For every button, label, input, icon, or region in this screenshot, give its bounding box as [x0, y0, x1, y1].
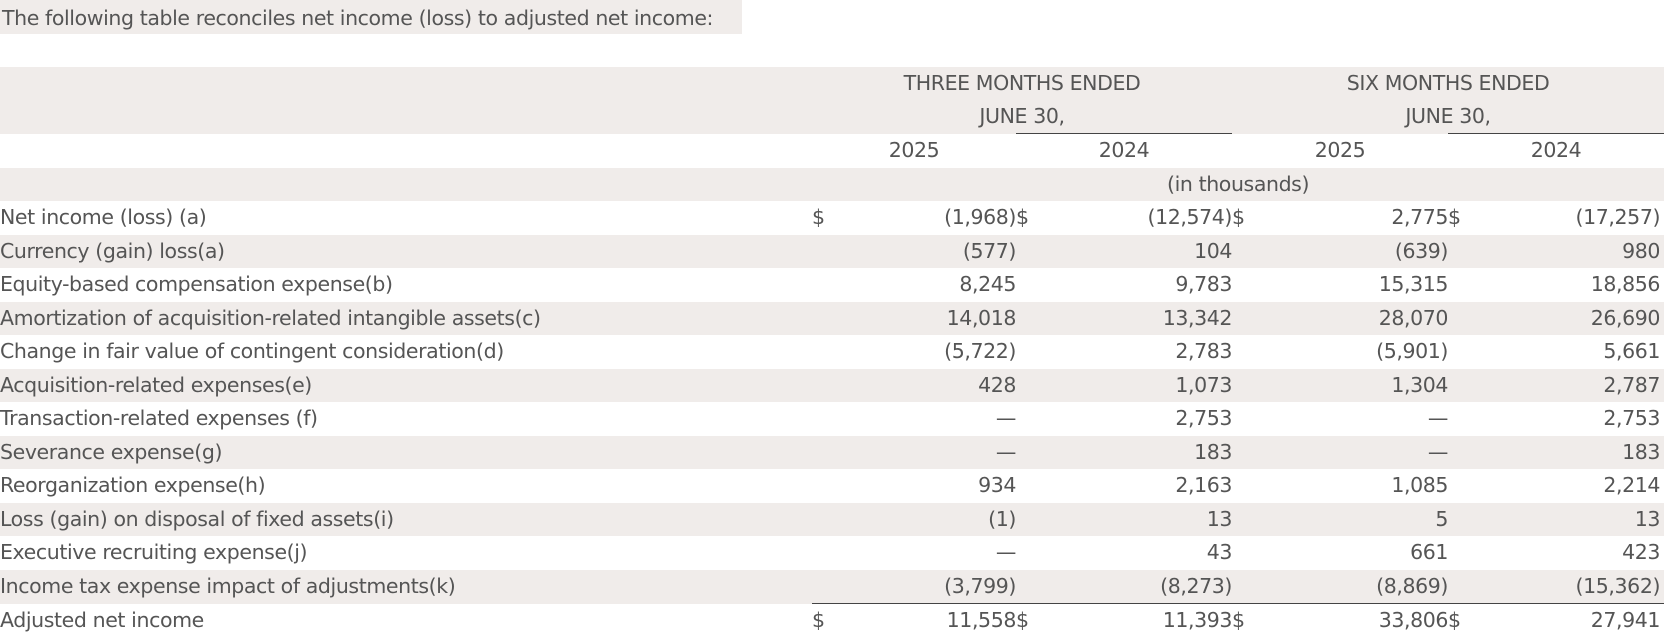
cell-six-2025: (8,869): [1264, 570, 1448, 604]
cell-six-2024: (17,257): [1575, 205, 1661, 230]
year-three-2025: 2025: [888, 138, 940, 162]
cell-six-2025: 28,070: [1264, 302, 1448, 336]
cell-six-2024: 5,661: [1603, 339, 1661, 364]
table-row: [0, 302, 1664, 336]
cell-three-2024: 2,783: [1175, 339, 1233, 364]
cell-three-2024: 104: [1048, 235, 1232, 269]
six-months-line1: SIX MONTHS ENDED: [1346, 71, 1550, 95]
cell-three-2025: 428: [844, 369, 1016, 403]
table-row: [0, 235, 1664, 269]
cell-six-2024: 2,787: [1480, 369, 1664, 403]
currency-symbol: $: [1232, 608, 1245, 633]
table-row: [0, 201, 1664, 235]
cell-six-2025: 1,304: [1264, 369, 1448, 403]
year-six-2025: 2025: [1314, 138, 1366, 162]
cell-three-2024: 183: [1048, 436, 1232, 470]
currency-symbol: $: [1448, 608, 1461, 633]
three-months-line1: THREE MONTHS ENDED: [903, 71, 1141, 95]
cell-three-2025: 934: [978, 473, 1016, 498]
three-months-header: [812, 67, 1232, 134]
year-three-2024: 2024: [1016, 134, 1232, 168]
cell-three-2024: 13: [1048, 503, 1232, 537]
cell-six-2024: 18,856: [1590, 272, 1661, 297]
intro-text: The following table reconciles net income (loss) to adjusted net income:: [0, 0, 742, 34]
table-row: [0, 570, 1664, 604]
cell-six-2024: 26,690: [1480, 302, 1664, 336]
row-label: Equity-based compensation expense(b): [0, 272, 393, 297]
row-label: Change in fair value of contingent consideration(d): [0, 339, 504, 364]
cell-six-2024: 423: [1622, 540, 1661, 565]
row-label: Adjusted net income: [0, 608, 204, 632]
cell-six-2025: (639): [1264, 235, 1448, 269]
table-row-total: [0, 604, 1664, 638]
currency-symbol: $: [1016, 205, 1029, 230]
cell-three-2024: 1,073: [1048, 369, 1232, 403]
cell-three-2024: 13,342: [1048, 302, 1232, 336]
cell-three-2025: (1): [844, 503, 1016, 537]
currency-symbol: $: [1016, 608, 1029, 633]
cell-six-2025: 661: [1410, 540, 1449, 565]
six-months-header: [1232, 67, 1664, 134]
cell-three-2025: 8,245: [959, 272, 1016, 297]
row-label: Income tax expense impact of adjustments(k): [0, 570, 812, 604]
cell-six-2025: 33,806: [1378, 608, 1449, 633]
cell-six-2025: —: [1264, 436, 1448, 470]
cell-six-2024: 2,753: [1603, 406, 1661, 431]
table-row: [0, 503, 1664, 537]
row-label: Reorganization expense(h): [0, 473, 266, 498]
cell-three-2025: 14,018: [844, 302, 1016, 336]
cell-six-2024: 980: [1480, 235, 1664, 269]
currency-symbol: $: [812, 205, 825, 230]
cell-six-2025: —: [1427, 406, 1449, 431]
cell-six-2024: (15,362): [1480, 570, 1664, 604]
table-row: [0, 436, 1664, 470]
row-label: Currency (gain) loss(a): [0, 235, 812, 269]
cell-six-2024: 183: [1480, 436, 1664, 470]
table-row: [0, 402, 1664, 436]
cell-three-2025: (5,722): [944, 339, 1016, 364]
cell-six-2025: 2,775: [1391, 205, 1449, 230]
table-row: [0, 469, 1664, 503]
cell-three-2024: 43: [1206, 540, 1233, 565]
cell-three-2024: 2,753: [1175, 406, 1233, 431]
cell-three-2025: (1,968): [944, 205, 1016, 230]
table-row: [0, 268, 1664, 302]
cell-six-2025: 1,085: [1391, 473, 1449, 498]
row-label: Acquisition-related expenses(e): [0, 369, 812, 403]
cell-six-2024: 13: [1480, 503, 1664, 537]
cell-three-2025: (577): [844, 235, 1016, 269]
cell-three-2024: 2,163: [1175, 473, 1233, 498]
row-label: Transaction-related expenses (f): [0, 406, 318, 431]
currency-symbol: $: [812, 608, 825, 633]
cell-three-2024: 11,393: [1162, 608, 1233, 633]
reconciliation-table: [0, 67, 1664, 638]
header-period-row: [0, 67, 1664, 134]
cell-three-2024: 9,783: [1175, 272, 1233, 297]
cell-three-2025: 11,558: [946, 608, 1016, 633]
cell-three-2025: (3,799): [844, 570, 1016, 604]
table-row: [0, 536, 1664, 570]
row-label: Loss (gain) on disposal of fixed assets(i): [0, 503, 812, 537]
currency-symbol: $: [1232, 205, 1245, 230]
cell-six-2024: 2,214: [1603, 473, 1661, 498]
cell-six-2024: 27,941: [1590, 608, 1661, 633]
row-label: Severance expense(g): [0, 436, 812, 470]
table-row: [0, 335, 1664, 369]
cell-six-2025: (5,901): [1376, 339, 1449, 364]
three-months-line2: JUNE 30,: [979, 104, 1065, 128]
cell-three-2024: (12,574): [1147, 205, 1233, 230]
cell-three-2025: —: [995, 540, 1016, 565]
cell-three-2025: —: [995, 406, 1016, 431]
cell-three-2024: (8,273): [1048, 570, 1232, 604]
cell-three-2025: —: [844, 436, 1016, 470]
row-label: Executive recruiting expense(j): [0, 540, 308, 565]
currency-symbol: $: [1448, 205, 1461, 230]
cell-six-2025: 15,315: [1378, 272, 1449, 297]
six-months-line2: JUNE 30,: [1405, 104, 1491, 128]
cell-six-2025: 5: [1264, 503, 1448, 537]
header-year-row: [0, 134, 1664, 168]
row-label: Net income (loss) (a): [0, 205, 207, 230]
units-label: (in thousands): [812, 168, 1664, 202]
header-units-row: [0, 168, 1664, 202]
year-six-2024: 2024: [1448, 134, 1664, 168]
table-row: [0, 369, 1664, 403]
row-label: Amortization of acquisition-related intangible assets(c): [0, 302, 812, 336]
